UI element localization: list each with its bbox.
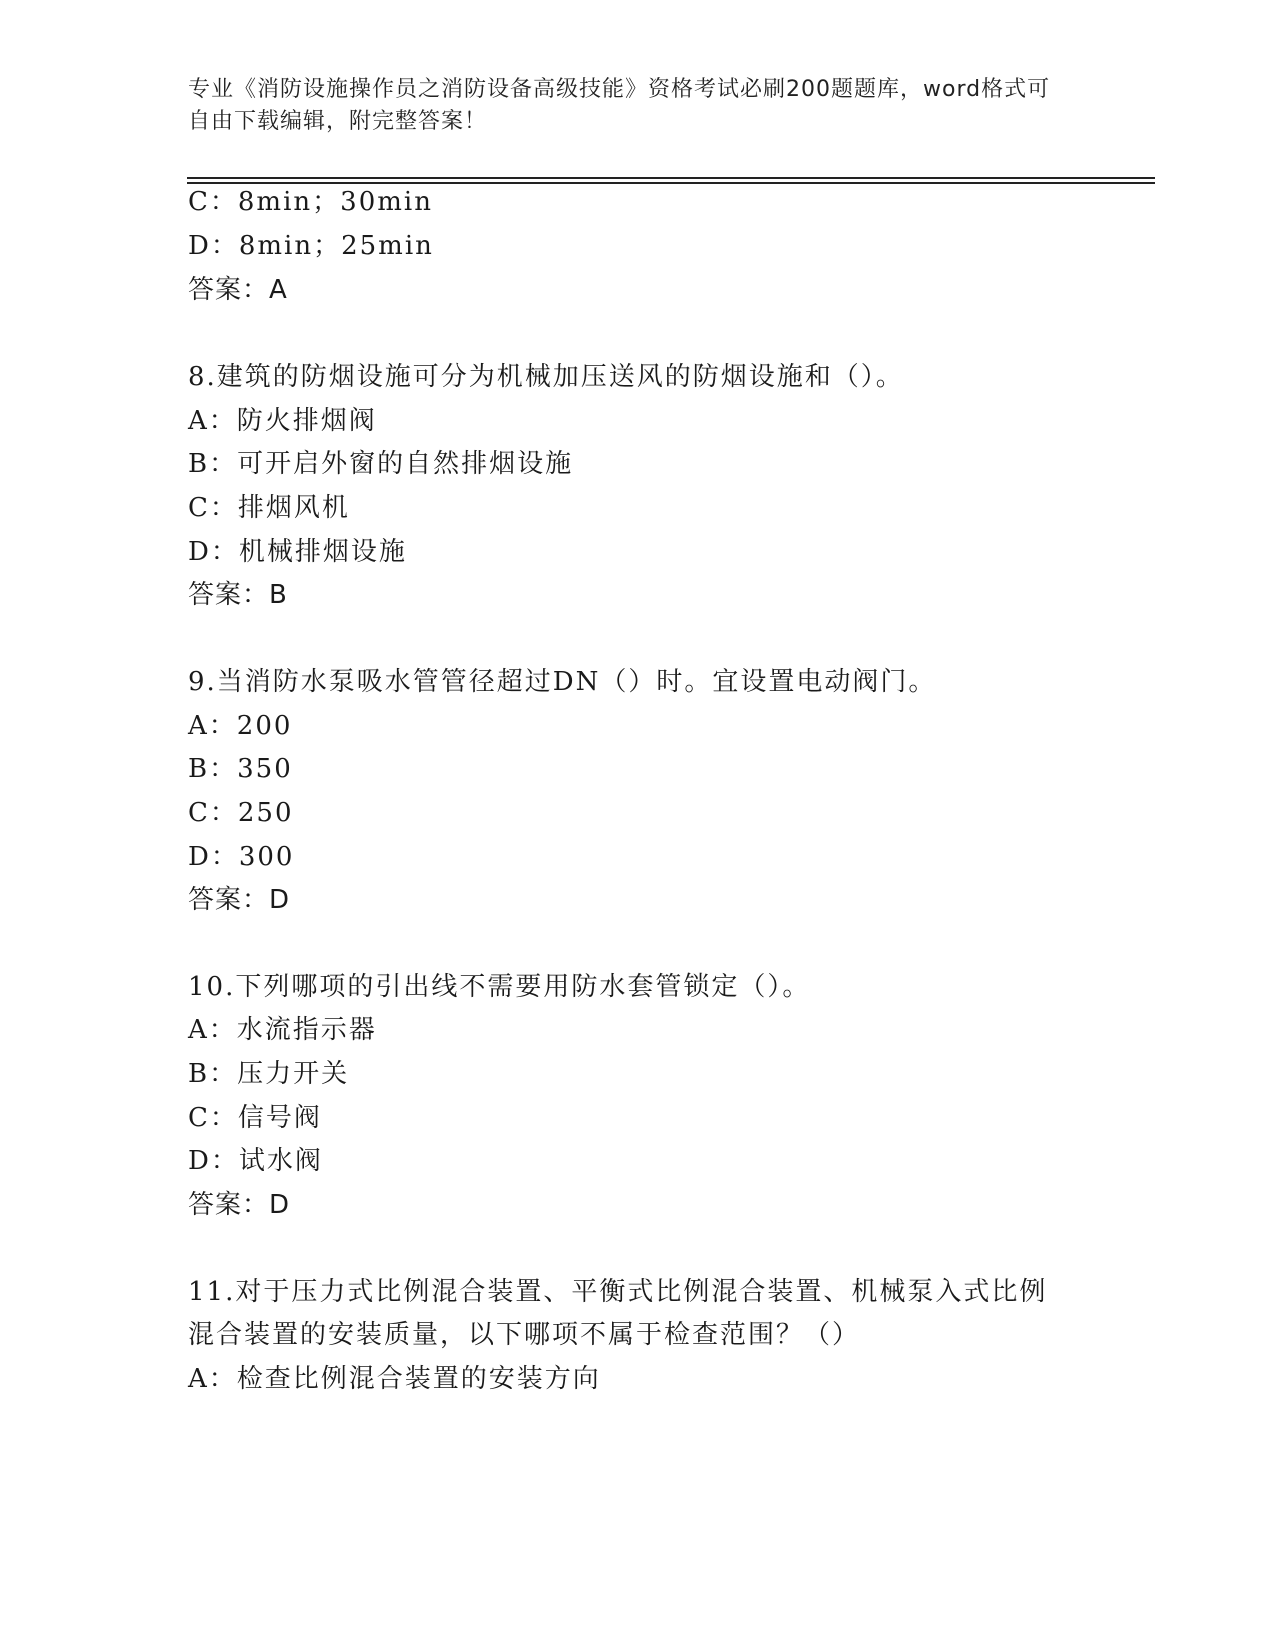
question-stem: 8.建筑的防烟设施可分为机械加压送风的防烟设施和（）。 xyxy=(188,362,904,392)
document-header: 专业《消防设施操作员之消防设备高级技能》资格考试必刷200题题库，word格式可自由下载编辑，附完整答案！ xyxy=(188,77,1051,134)
answer: 答案：A xyxy=(188,275,288,305)
question-list xyxy=(188,0,1088,1650)
option-d: D：300 xyxy=(188,842,295,872)
option-b: B：可开启外窗的自然排烟设施 xyxy=(188,449,574,479)
question-stem: 9.当消防水泵吸水管管径超过DN（）时。宜设置电动阀门。 xyxy=(188,667,937,697)
answer: 答案：B xyxy=(188,580,288,610)
option-a: A：200 xyxy=(188,711,293,741)
option-d: D：试水阀 xyxy=(188,1146,323,1176)
option-c: C：8min；30min xyxy=(188,187,433,217)
answer: 答案：D xyxy=(188,1190,291,1220)
option-a: A：检查比例混合装置的安装方向 xyxy=(188,1364,601,1394)
option-b: B：压力开关 xyxy=(188,1059,350,1089)
option-c: C：信号阀 xyxy=(188,1103,322,1133)
option-d: D：机械排烟设施 xyxy=(188,537,407,567)
option-a: A：水流指示器 xyxy=(188,1015,377,1045)
answer: 答案：D xyxy=(188,885,291,915)
option-c: C：排烟风机 xyxy=(188,493,350,523)
option-a: A：防火排烟阀 xyxy=(188,406,377,436)
question-stem-line-1: 11.对于压力式比例混合装置、平衡式比例混合装置、机械泵入式比例 xyxy=(188,1277,1048,1307)
question-stem-line-2: 混合装置的安装质量，以下哪项不属于检查范围？（） xyxy=(188,1320,861,1350)
question-stem: 10.下列哪项的引出线不需要用防水套管锁定（）。 xyxy=(188,972,811,1002)
option-b: B：350 xyxy=(188,754,293,784)
option-c: C：250 xyxy=(188,798,294,828)
option-d: D：8min；25min xyxy=(188,231,434,261)
